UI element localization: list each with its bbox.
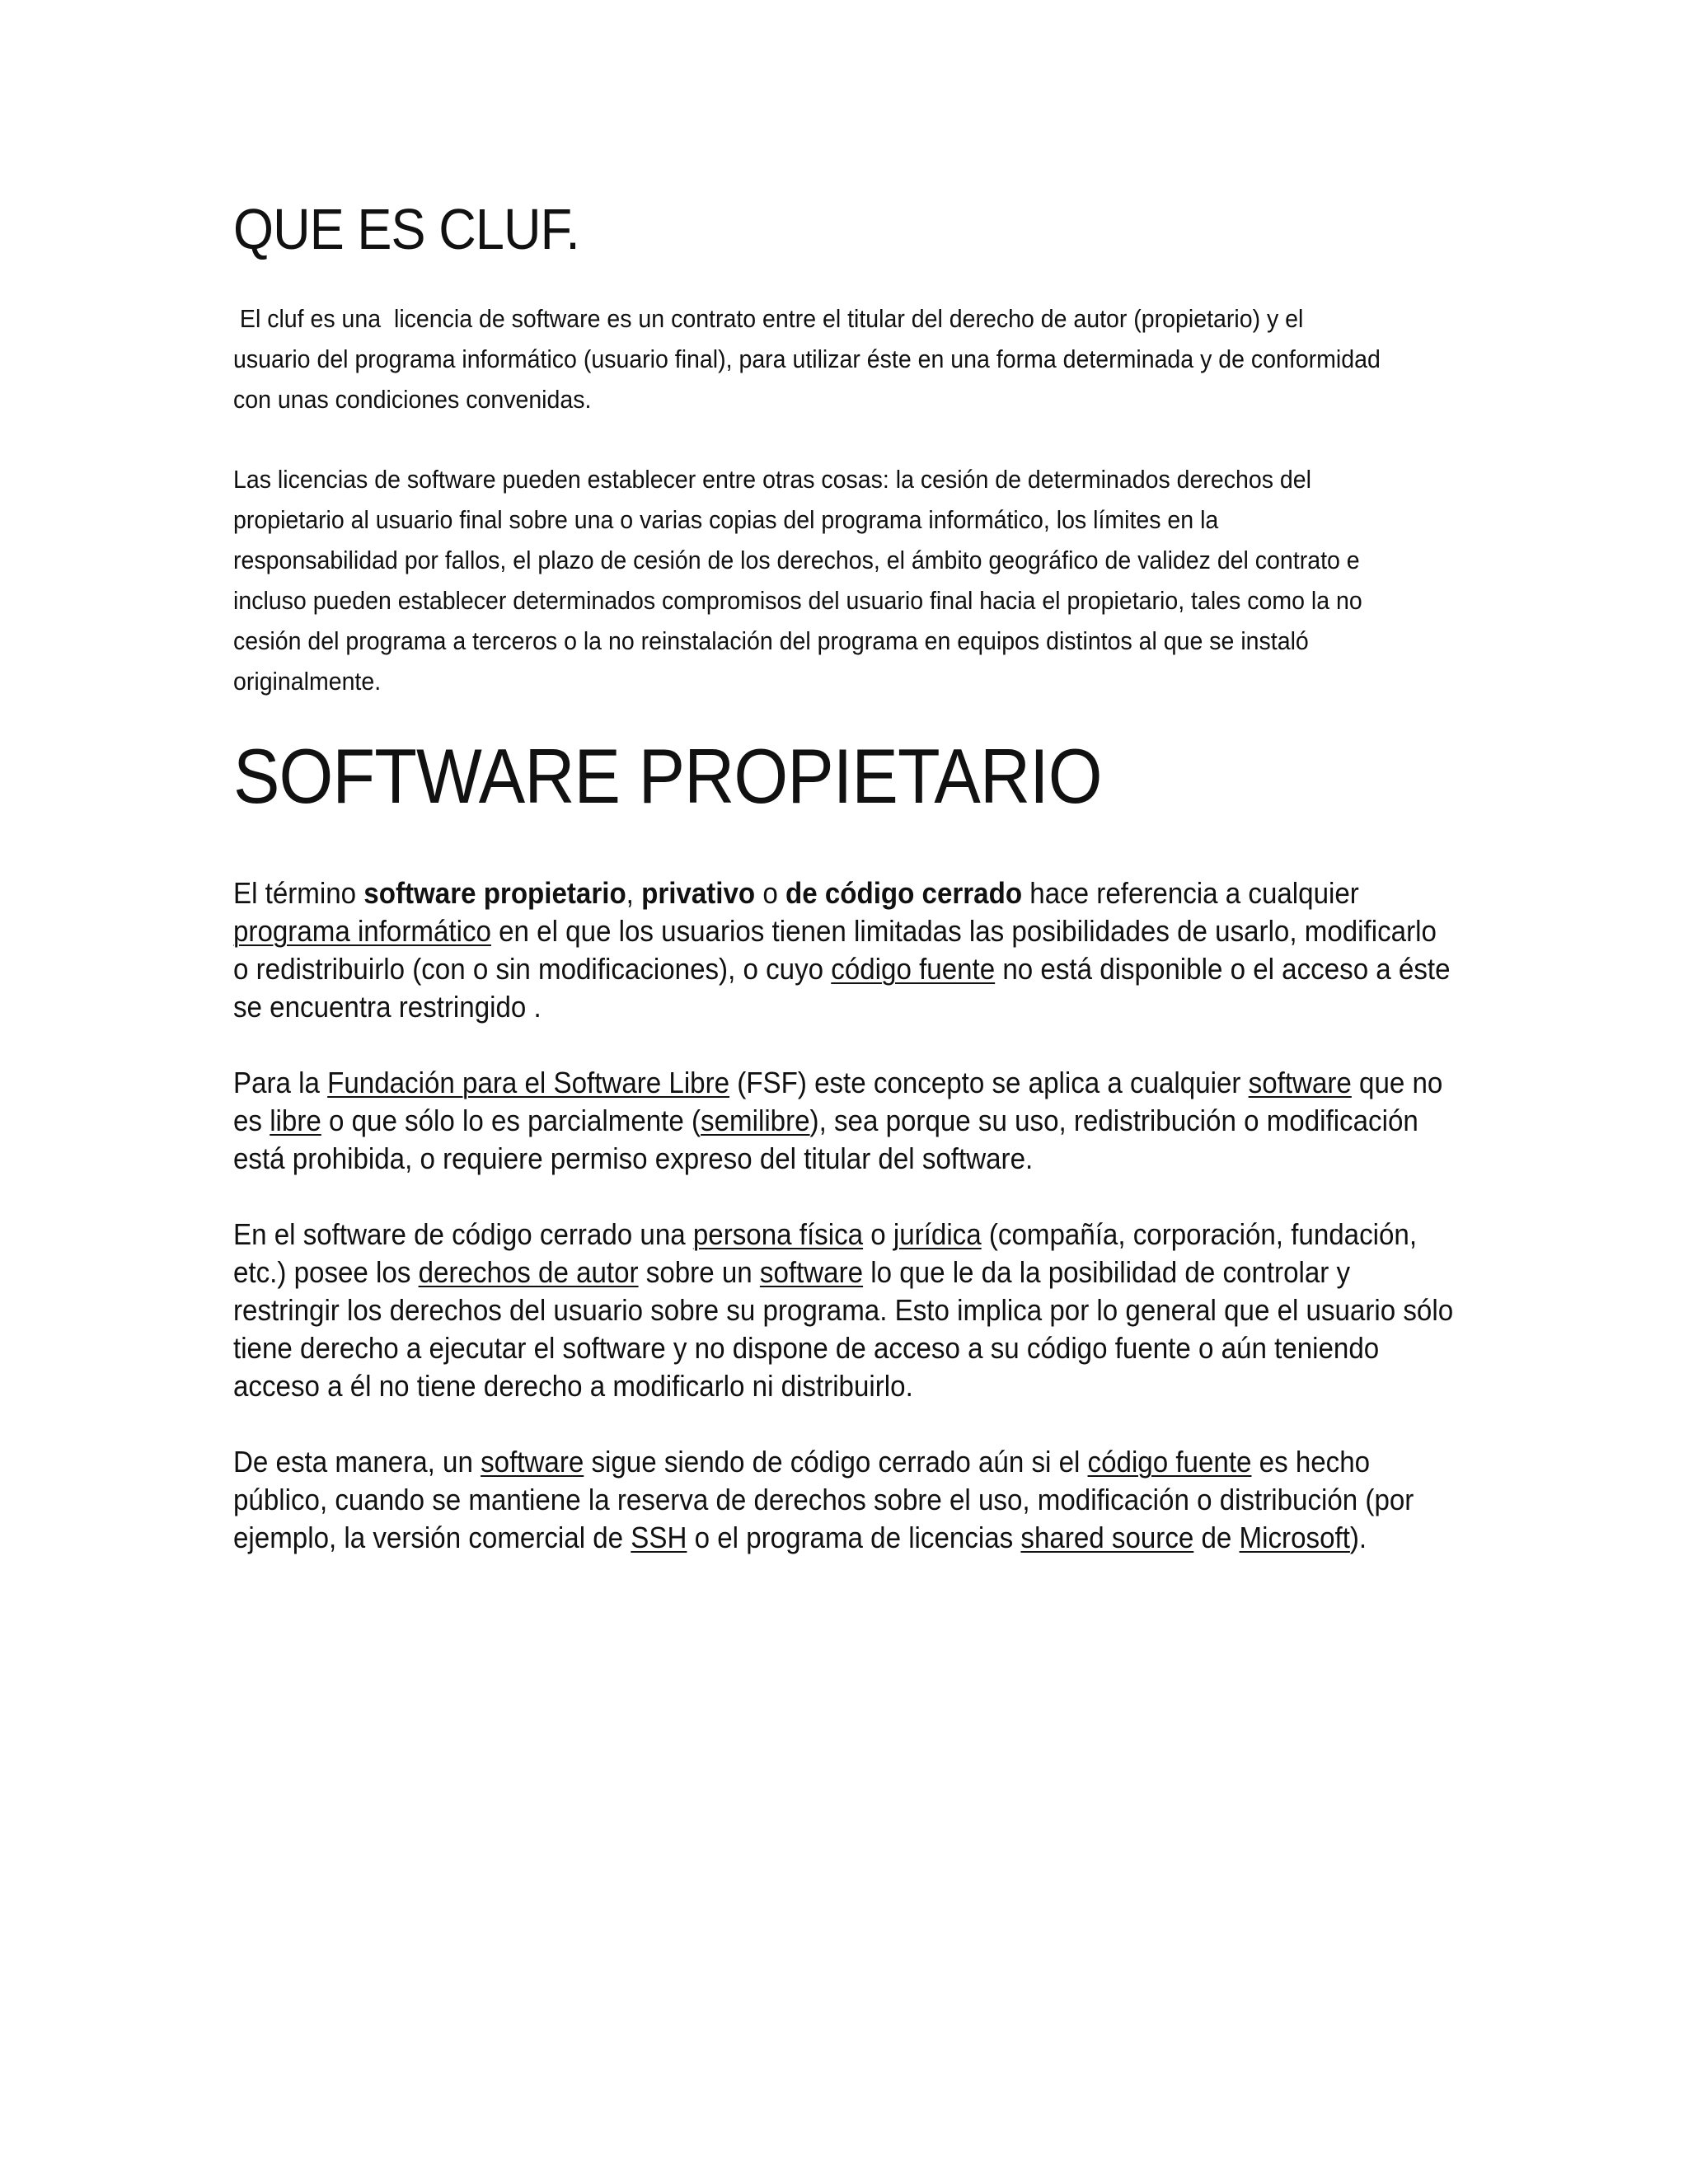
text-run: tiene derecho a ejecutar el software y no dispone de acceso a su código fuente o aún teniendo (233, 1331, 1380, 1365)
link-software[interactable]: software (1248, 1066, 1352, 1099)
paragraph-cluf-definition (233, 298, 1447, 419)
paragraph-de-esta-manera (233, 1443, 1461, 1557)
link-semilibre[interactable]: semilibre (701, 1104, 810, 1137)
text-line: El cluf es una licencia de software es un contrato entre el titular del derecho de autor (propietario) y el (233, 304, 1304, 333)
text-run: público, cuando se mantiene la reserva de derechos sobre el uso, modificación o distribución (por (233, 1483, 1414, 1516)
text-run: está prohibida, o requiere permiso expreso del titular del software. (233, 1141, 1034, 1175)
text-line: con unas condiciones convenidas. (233, 385, 592, 414)
text-run: o que sólo lo es parcialmente ( (321, 1104, 701, 1137)
paragraph-termino (233, 874, 1461, 1026)
text-run: se encuentra restringido . (233, 990, 542, 1024)
link-software[interactable]: software (481, 1445, 584, 1479)
bold-term: de código cerrado (785, 876, 1023, 910)
link-persona-fisica[interactable]: persona física (692, 1217, 864, 1251)
text-run: acceso a él no tiene derecho a modificarlo ni distribuirlo. (233, 1369, 913, 1403)
link-fundacion-software-libre[interactable]: Fundación para el Software Libre (327, 1066, 730, 1099)
link-microsoft[interactable]: Microsoft (1239, 1521, 1350, 1554)
text-run: hace referencia a cualquier (1022, 876, 1359, 910)
text-run: En el software de código cerrado una (233, 1217, 693, 1251)
text-run: etc.) posee los (233, 1255, 419, 1289)
text-line: usuario del programa informático (usuario final), para utilizar éste en una forma determinada y de conformidad (233, 344, 1381, 373)
text-line: originalmente. (233, 667, 382, 696)
text-run: o (863, 1217, 893, 1251)
text-run: lo que le da la posibilidad de controlar y (863, 1255, 1351, 1289)
link-programa-informatico[interactable]: programa informático (233, 914, 491, 948)
text-run: no está disponible o el acceso a éste (995, 952, 1451, 986)
text-run: en el que los usuarios tienen limitadas las posibilidades de usarlo, modificarlo (490, 914, 1437, 948)
text-line: cesión del programa a terceros o la no reinstalación del programa en equipos distintos al que se instaló (233, 626, 1309, 655)
link-libre[interactable]: libre (270, 1104, 321, 1137)
text-run: sigue siendo de código cerrado aún si el (584, 1445, 1088, 1479)
text-run: De esta manera, un (233, 1445, 481, 1479)
text-run: es (233, 1104, 270, 1137)
paragraph-fsf (233, 1064, 1461, 1178)
text-run: ), sea porque su uso, redistribución o modificación (809, 1104, 1418, 1137)
text-line: responsabilidad por fallos, el plazo de cesión de los derechos, el ámbito geográfico de validez del contrato e (233, 546, 1360, 574)
text-run: que no (1351, 1066, 1443, 1099)
text-run: ejemplo, la versión comercial de (233, 1521, 631, 1554)
link-codigo-fuente[interactable]: código fuente (831, 952, 996, 986)
link-shared-source[interactable]: shared source (1020, 1521, 1194, 1554)
text-line: propietario al usuario final sobre una o varias copias del programa informático, los límites en la (233, 505, 1219, 534)
text-run: o el programa de licencias (687, 1521, 1021, 1554)
text-run: o redistribuirlo (con o sin modificaciones), o cuyo (233, 952, 832, 986)
link-codigo-fuente[interactable]: código fuente (1087, 1445, 1252, 1479)
link-software[interactable]: software (759, 1255, 864, 1289)
link-ssh[interactable]: SSH (631, 1521, 687, 1554)
bold-term: software propietario (363, 876, 626, 910)
document-page (233, 191, 1470, 1557)
text-line: incluso pueden establecer determinados compromisos del usuario final hacia el propietario, tales como la no (233, 586, 1362, 615)
text-run: ). (1349, 1521, 1367, 1554)
text-run: Para la (233, 1066, 328, 1099)
text-line: Las licencias de software pueden establecer entre otras cosas: la cesión de determinados derechos del (233, 465, 1311, 494)
text-run: es hecho (1251, 1445, 1371, 1479)
paragraph-codigo-cerrado (233, 1216, 1461, 1405)
text-run: o (755, 876, 785, 910)
text-run: , (626, 876, 642, 910)
text-run: restringir los derechos del usuario sobre su programa. Esto implica por lo general que el usuario sólo (233, 1293, 1454, 1327)
heading-que-es-cluf: QUE ES CLUF. (233, 197, 579, 261)
link-derechos-de-autor[interactable]: derechos de autor (418, 1255, 639, 1289)
text-run: de (1193, 1521, 1240, 1554)
text-run: (FSF) este concepto se aplica a cualquier (729, 1066, 1249, 1099)
text-run: El término (233, 876, 364, 910)
text-run: (compañía, corporación, fundación, (981, 1217, 1418, 1251)
bold-term: privativo (641, 876, 756, 910)
text-run: sobre un (638, 1255, 760, 1289)
link-juridica[interactable]: jurídica (893, 1217, 982, 1251)
heading-software-propietario: SOFTWARE PROPIETARIO (233, 733, 1102, 819)
paragraph-licencias (233, 459, 1447, 701)
